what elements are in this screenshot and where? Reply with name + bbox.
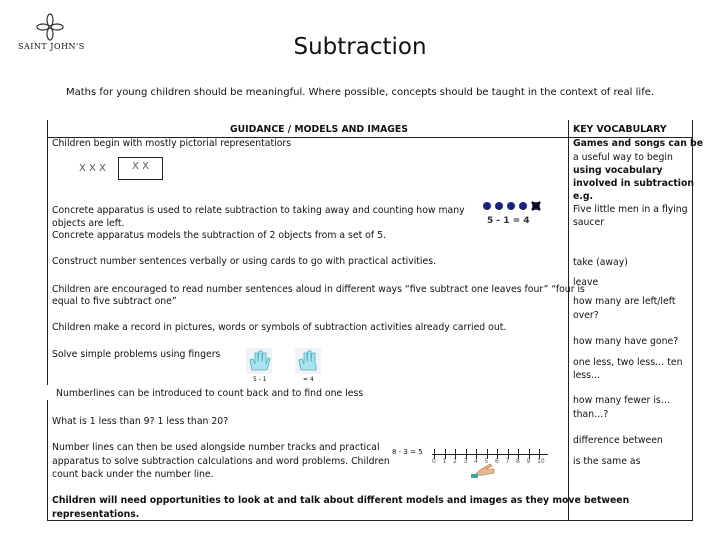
concrete-line-3: Concrete apparatus models the subtraction of 2 objects from a set of 5. bbox=[52, 230, 386, 241]
pictorial-text: Children begin with mostly pictorial representatiors bbox=[52, 138, 292, 149]
vocab-games-line: involved in subtraction bbox=[573, 178, 694, 189]
vocab-term: how many have gone? bbox=[573, 336, 679, 347]
tick-label: 7 bbox=[505, 458, 510, 465]
question-text: What is 1 less than 9? 1 less than 20? bbox=[52, 416, 229, 427]
xx-box bbox=[118, 157, 163, 180]
numberline-line-1: Number lines can then be used alongside number tracks and practical bbox=[52, 442, 380, 453]
vocab-term: than…? bbox=[573, 409, 609, 420]
concrete-line-1: Concrete apparatus is used to relate subtraction to taking away and counting how many bbox=[52, 205, 465, 216]
encouraged-line-2: equal to five subtract one” bbox=[52, 296, 177, 307]
tick-label: 4 bbox=[474, 458, 478, 465]
vocab-term: one less, two less… ten bbox=[573, 357, 683, 368]
concrete-line-2: objects are left. bbox=[52, 218, 125, 229]
vocab-term: difference between bbox=[573, 435, 663, 446]
vocab-term: leave bbox=[573, 277, 599, 288]
numberline-line-2: apparatus to solve subtraction calculations and word problems. Children bbox=[52, 456, 390, 467]
tick-label: 9 bbox=[526, 458, 531, 465]
numberline-line-3: count back under the number line. bbox=[52, 469, 214, 480]
vocab-games-line: Games and songs can be bbox=[573, 138, 704, 149]
vocab-games-line: e.g. bbox=[573, 191, 594, 202]
vocab-games-line: a useful way to begin bbox=[573, 152, 673, 163]
tick-label: 3 bbox=[463, 458, 468, 465]
hand-four-icon bbox=[295, 348, 321, 374]
vocab-song-line: saucer bbox=[573, 217, 605, 228]
xxx-group: X X X bbox=[79, 163, 106, 174]
numberline-sum: 8 - 3 = 5 bbox=[392, 448, 423, 456]
record-text: Children make a record in pictures, words or symbols of subtraction activities already carried out. bbox=[52, 322, 507, 333]
vocab-term: take (away) bbox=[573, 257, 628, 268]
intro-text: Maths for young children should be meaningful. Where possible, concepts should be taught in the context of real life. bbox=[65, 87, 655, 98]
vocab-term: less… bbox=[573, 370, 601, 381]
vocab-header: KEY VOCABULARY bbox=[573, 124, 667, 135]
tick-label: 10 bbox=[537, 458, 545, 465]
pointing-hand-icon bbox=[470, 460, 500, 478]
fingers-text: Solve simple problems using fingers bbox=[52, 349, 221, 360]
page-title: Subtraction bbox=[293, 34, 427, 60]
bold-line-2: representations. bbox=[52, 509, 140, 520]
dots-crossed-icon bbox=[482, 200, 544, 212]
guidance-header: GUIDANCE / MODELS AND IMAGES bbox=[230, 124, 408, 135]
vocab-term: how many are left/left bbox=[573, 296, 676, 307]
logo-text: SAINT JOHN'S bbox=[18, 42, 85, 51]
vocab-term: is the same as bbox=[573, 456, 641, 467]
numberlines-text: Numberlines can be introduced to count back and to find one less bbox=[56, 388, 364, 399]
bold-line-1: Children will need opportunities to look at and talk about different models and images as they move between bbox=[52, 495, 630, 506]
hand-label-2: = 4 bbox=[303, 376, 314, 383]
tick-label: 2 bbox=[453, 458, 457, 465]
tick-label: 0 bbox=[432, 458, 436, 465]
tick-label: 1 bbox=[442, 458, 447, 465]
construct-text: Construct number sentences verbally or using cards to go with practical activities. bbox=[52, 256, 437, 267]
hand-label-1: 5 - 1 bbox=[253, 376, 267, 383]
vocab-song-line: Five little men in a flying bbox=[573, 204, 688, 215]
xx-text: X X bbox=[132, 161, 149, 172]
vocab-term: over? bbox=[573, 310, 599, 321]
tick-label: 8 bbox=[516, 458, 520, 465]
hand-five-icon bbox=[246, 348, 272, 374]
tick-label: 5 bbox=[484, 458, 489, 465]
number-line bbox=[432, 446, 548, 476]
encouraged-line-1: Children are encouraged to read number sentences aloud in different ways “five subtract one leaves four” “four is bbox=[52, 284, 585, 295]
dots-sum: 5 - 1 = 4 bbox=[487, 216, 530, 226]
vocab-games-line: using vocabulary bbox=[573, 165, 663, 176]
vocab-term: how many fewer is… bbox=[573, 395, 671, 406]
tick-label: 6 bbox=[495, 458, 499, 465]
